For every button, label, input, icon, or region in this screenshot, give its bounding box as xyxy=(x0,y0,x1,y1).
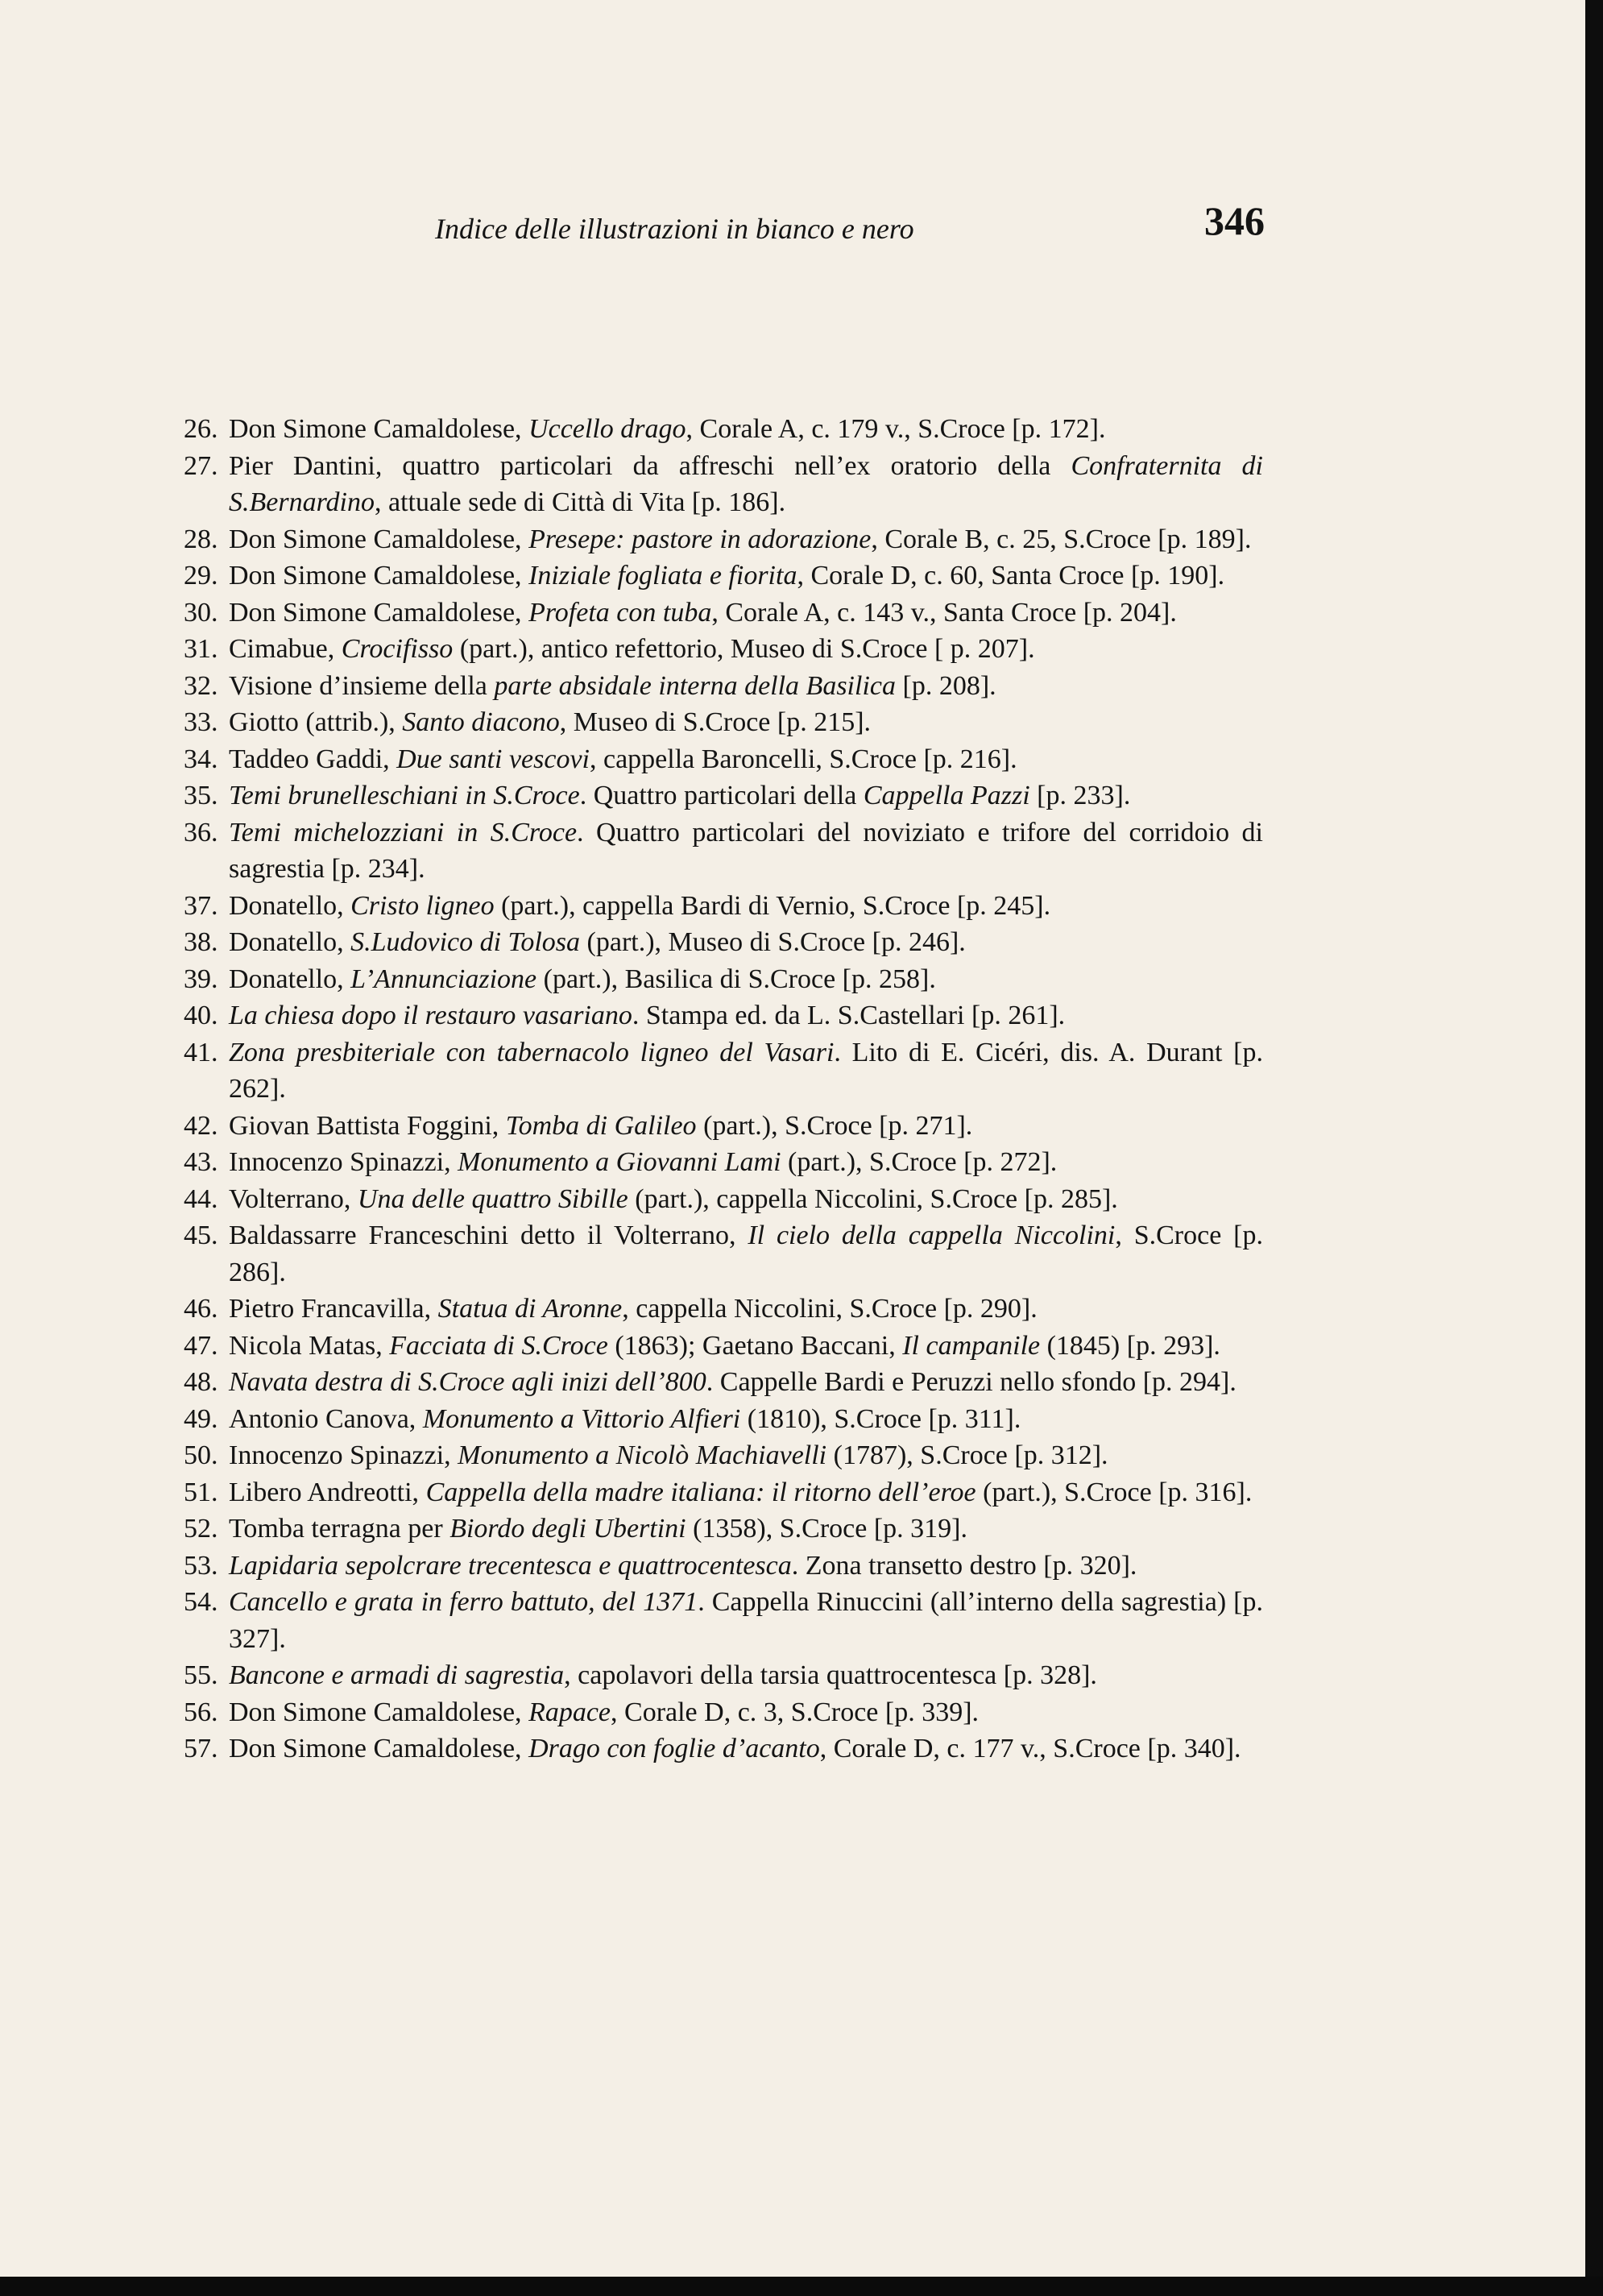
list-item-text xyxy=(229,1401,1263,1438)
list-item-number: 46. xyxy=(184,1294,218,1324)
list-item xyxy=(184,1437,1263,1474)
list-item xyxy=(184,1511,1263,1548)
italic-title-segment: Due santi vescovi xyxy=(396,744,590,774)
text-segment: . Stampa ed. da L. S.Castellari [p. 261]. xyxy=(632,1001,1066,1030)
list-item-text xyxy=(229,1034,1263,1108)
list-item-text xyxy=(229,595,1263,632)
italic-title-segment: Zona presbiteriale con tabernacolo ligneo del Vasari xyxy=(229,1037,835,1067)
list-item-number: 42. xyxy=(184,1110,218,1141)
text-segment: Giotto (attrib.), xyxy=(229,707,403,737)
text-segment: (part.), Basilica di S.Croce [p. 258]. xyxy=(536,964,936,994)
list-item xyxy=(184,631,1263,668)
list-item xyxy=(184,741,1263,778)
list-item-text xyxy=(229,1694,1263,1731)
text-segment: . Quattro particolari della xyxy=(579,781,864,810)
list-item-number: 36. xyxy=(184,817,218,848)
list-item xyxy=(184,1328,1263,1365)
list-item xyxy=(184,1144,1263,1181)
text-segment: Antonio Canova, xyxy=(229,1403,423,1434)
text-segment: Don Simone Camaldolese, xyxy=(229,561,529,591)
text-segment: (1358), S.Croce [p. 319]. xyxy=(686,1514,967,1544)
list-item-number: 29. xyxy=(184,561,218,591)
italic-title-segment: Monumento a Giovanni Lami xyxy=(458,1147,781,1177)
list-item-number: 52. xyxy=(184,1514,218,1544)
list-item-number: 57. xyxy=(184,1734,218,1763)
list-item xyxy=(184,595,1263,632)
list-item-text xyxy=(229,1511,1263,1548)
text-segment: , attuale sede di Città di Vita [p. 186]. xyxy=(375,487,786,517)
list-item-number: 55. xyxy=(184,1660,218,1690)
italic-title-segment: Tomba di Galileo xyxy=(505,1110,697,1141)
italic-title-segment: Santo diacono xyxy=(402,707,560,737)
list-item xyxy=(184,1548,1263,1585)
italic-title-segment: Facciata di S.Croce xyxy=(389,1330,608,1361)
list-item-text xyxy=(229,888,1263,925)
list-item xyxy=(184,1657,1263,1694)
list-item-text xyxy=(229,1657,1263,1694)
list-item-number: 37. xyxy=(184,890,218,921)
italic-title-segment: L’Annunciazione xyxy=(350,964,537,994)
list-item-text xyxy=(229,411,1263,448)
italic-title-segment: Statua di Aronne xyxy=(437,1294,623,1324)
list-item-text xyxy=(229,668,1263,705)
list-item-number: 33. xyxy=(184,707,218,737)
italic-title-segment: Confraternita di S.Bernardino xyxy=(229,450,1263,517)
list-item-number: 53. xyxy=(184,1550,218,1581)
list-item xyxy=(184,777,1263,814)
text-segment: [p. 233]. xyxy=(1029,781,1131,810)
list-item xyxy=(184,1474,1263,1511)
list-item xyxy=(184,1291,1263,1328)
list-item-text xyxy=(229,1328,1263,1365)
italic-title-segment: Crocifisso xyxy=(341,634,454,664)
list-item-text xyxy=(229,1364,1263,1401)
text-segment: Don Simone Camaldolese, xyxy=(229,1734,529,1763)
text-segment: (part.), cappella Niccolini, S.Croce [p. 285]. xyxy=(628,1183,1118,1214)
text-segment: (1810), S.Croce [p. 311]. xyxy=(740,1403,1021,1434)
italic-title-segment: Monumento a Nicolò Machiavelli xyxy=(458,1440,827,1470)
list-item-number: 28. xyxy=(184,524,218,554)
text-segment: Donatello, xyxy=(229,964,351,994)
list-item xyxy=(184,1401,1263,1438)
text-segment: (1863); Gaetano Baccani, xyxy=(607,1330,903,1361)
italic-title-segment: Monumento a Vittorio Alfieri xyxy=(422,1403,741,1434)
text-segment: , S.Croce [p. 286]. xyxy=(229,1221,1263,1287)
list-item-number: 54. xyxy=(184,1587,218,1617)
list-item-number: 51. xyxy=(184,1477,218,1507)
text-segment: Visione d’insieme della xyxy=(229,670,495,701)
list-item-text xyxy=(229,814,1263,888)
illustration-list xyxy=(184,411,1263,1768)
list-item-number: 39. xyxy=(184,964,218,994)
list-item-text xyxy=(229,704,1263,741)
text-segment: (1845) [p. 293]. xyxy=(1040,1330,1220,1361)
list-item xyxy=(184,668,1263,705)
italic-title-segment: Drago con foglie d’acanto xyxy=(528,1734,820,1763)
list-item-text xyxy=(229,448,1263,521)
list-item-text xyxy=(229,1217,1263,1291)
list-item-number: 49. xyxy=(184,1403,218,1434)
list-item-number: 47. xyxy=(184,1330,218,1361)
italic-title-segment: Cappella Pazzi xyxy=(863,781,1030,810)
italic-title-segment: Una delle quattro Sibille xyxy=(357,1183,628,1214)
list-item-number: 56. xyxy=(184,1697,218,1727)
list-item xyxy=(184,704,1263,741)
text-segment: (part.), Museo di S.Croce [p. 246]. xyxy=(580,927,966,957)
text-segment: . Zona transetto destro [p. 320]. xyxy=(791,1550,1137,1581)
italic-title-segment: Temi michelozziani in S.Croce xyxy=(229,817,578,848)
list-item xyxy=(184,997,1263,1034)
text-segment: Donatello, xyxy=(229,890,351,921)
text-segment: . Quattro particolari del noviziato e trifore del corridoio di sagrestia [p. 234]. xyxy=(229,817,1264,884)
list-item-text xyxy=(229,1291,1263,1328)
text-segment: , cappella Niccolini, S.Croce [p. 290]. xyxy=(622,1294,1038,1324)
text-segment: Don Simone Camaldolese, xyxy=(229,597,529,628)
list-item-text xyxy=(229,1181,1263,1218)
list-item-text xyxy=(229,961,1263,998)
text-segment: . Cappelle Bardi e Peruzzi nello sfondo [p. 294]. xyxy=(706,1367,1236,1397)
text-segment: (1787), S.Croce [p. 312]. xyxy=(826,1440,1108,1470)
page-header xyxy=(435,197,1265,254)
list-item-number: 40. xyxy=(184,1001,218,1030)
list-item-text xyxy=(229,997,1263,1034)
list-item-text xyxy=(229,924,1263,961)
text-segment: , Corale A, c. 179 v., S.Croce [p. 172]. xyxy=(686,414,1106,444)
list-item-number: 26. xyxy=(184,414,218,444)
list-item xyxy=(184,1364,1263,1401)
list-item-number: 50. xyxy=(184,1440,218,1470)
list-item-text xyxy=(229,777,1263,814)
italic-title-segment: Cappella della madre italiana: il ritorno dell’eroe xyxy=(425,1477,976,1507)
list-item-number: 45. xyxy=(184,1221,218,1250)
text-segment: Nicola Matas, xyxy=(229,1330,390,1361)
list-item-text xyxy=(229,741,1263,778)
text-segment: Don Simone Camaldolese, xyxy=(229,524,529,554)
page-number: 346 xyxy=(1204,198,1265,243)
italic-title-segment: Rapace xyxy=(528,1697,611,1727)
italic-title-segment: Temi brunelleschiani in S.Croce xyxy=(229,781,580,810)
italic-title-segment: Profeta con tuba xyxy=(528,597,712,628)
text-segment: Giovan Battista Foggini, xyxy=(229,1110,506,1141)
text-segment: Don Simone Camaldolese, xyxy=(229,414,529,444)
list-item-number: 30. xyxy=(184,597,218,628)
scan-edge-bottom xyxy=(0,2277,1603,2296)
text-segment: , Corale D, c. 60, Santa Croce [p. 190]. xyxy=(797,561,1225,591)
italic-title-segment: Cristo ligneo xyxy=(350,890,495,921)
list-item-text xyxy=(229,1144,1263,1181)
list-item-text xyxy=(229,521,1263,558)
italic-title-segment: Biordo degli Ubertini xyxy=(449,1514,686,1544)
list-item xyxy=(184,411,1263,448)
text-segment: Don Simone Camaldolese, xyxy=(229,1697,529,1727)
text-segment: Taddeo Gaddi, xyxy=(229,744,397,774)
list-item-text xyxy=(229,631,1263,668)
list-item xyxy=(184,1217,1263,1291)
italic-title-segment: Il campanile xyxy=(902,1330,1041,1361)
list-item-number: 31. xyxy=(184,634,218,664)
list-item-number: 27. xyxy=(184,450,218,481)
text-segment: Innocenzo Spinazzi, xyxy=(229,1147,458,1177)
text-segment: [p. 208]. xyxy=(896,670,996,701)
list-item xyxy=(184,557,1263,595)
text-segment: , Corale D, c. 177 v., S.Croce [p. 340]. xyxy=(819,1734,1241,1763)
text-segment: . Lito di E. Cicéri, dis. A. Durant [p. 262]. xyxy=(229,1037,1264,1104)
text-segment: Innocenzo Spinazzi, xyxy=(229,1440,458,1470)
list-item xyxy=(184,1034,1263,1108)
list-item-number: 44. xyxy=(184,1183,218,1214)
list-item xyxy=(184,1584,1263,1657)
list-item-number: 48. xyxy=(184,1367,218,1397)
list-item-text xyxy=(229,1730,1263,1768)
list-item xyxy=(184,1730,1263,1768)
italic-title-segment: Presepe: pastore in adorazione xyxy=(528,524,872,554)
text-segment: (part.), S.Croce [p. 272]. xyxy=(781,1147,1058,1177)
list-item-number: 41. xyxy=(184,1037,218,1067)
text-segment: Volterrano, xyxy=(229,1183,358,1214)
italic-title-segment: Navata destra di S.Croce agli inizi dell’800 xyxy=(229,1367,706,1397)
list-item-text xyxy=(229,1108,1263,1145)
text-segment: Pietro Francavilla, xyxy=(229,1294,438,1324)
text-segment: (part.), cappella Bardi di Vernio, S.Croce [p. 245]. xyxy=(494,890,1051,921)
list-item-text xyxy=(229,1584,1263,1657)
text-segment: . Cappella Rinuccini (all’interno della sagrestia) [p. 327]. xyxy=(229,1587,1263,1654)
list-item xyxy=(184,448,1263,521)
list-item xyxy=(184,521,1263,558)
running-title: Indice delle illustrazioni in bianco e nero xyxy=(435,213,914,245)
list-item xyxy=(184,1181,1263,1218)
text-segment: Baldassarre Franceschini detto il Volterrano, xyxy=(229,1221,748,1250)
text-segment: Cimabue, xyxy=(229,634,342,664)
list-item xyxy=(184,1108,1263,1145)
scan-edge-right xyxy=(1585,0,1603,2296)
list-item xyxy=(184,888,1263,925)
text-segment: (part.), antico refettorio, Museo di S.Croce [ p. 207]. xyxy=(453,634,1035,664)
list-item xyxy=(184,961,1263,998)
text-segment: , Corale A, c. 143 v., Santa Croce [p. 204]. xyxy=(711,597,1177,628)
list-item-number: 32. xyxy=(184,670,218,701)
text-segment: Donatello, xyxy=(229,927,351,957)
list-item xyxy=(184,924,1263,961)
list-item xyxy=(184,814,1263,888)
text-segment: Pier Dantini, quattro particolari da affreschi nell’ex oratorio della xyxy=(229,450,1071,481)
text-segment: Tomba terragna per xyxy=(229,1514,450,1544)
text-segment: , Corale D, c. 3, S.Croce [p. 339]. xyxy=(611,1697,980,1727)
list-item xyxy=(184,1694,1263,1731)
list-item-text xyxy=(229,1474,1263,1511)
text-segment: (part.), S.Croce [p. 316]. xyxy=(975,1477,1253,1507)
text-segment: , capolavori della tarsia quattrocentesca [p. 328]. xyxy=(564,1660,1097,1690)
text-segment: Libero Andreotti, xyxy=(229,1477,426,1507)
italic-title-segment: Cancello e grata in ferro battuto, del 1371 xyxy=(229,1587,698,1617)
text-segment: , cappella Baroncelli, S.Croce [p. 216]. xyxy=(589,744,1017,774)
list-item-text xyxy=(229,1437,1263,1474)
text-segment: , Museo di S.Croce [p. 215]. xyxy=(559,707,872,737)
list-item-number: 43. xyxy=(184,1147,218,1177)
italic-title-segment: Il cielo della cappella Niccolini xyxy=(748,1221,1116,1250)
text-segment: (part.), S.Croce [p. 271]. xyxy=(696,1110,973,1141)
italic-title-segment: S.Ludovico di Tolosa xyxy=(350,927,581,957)
list-item-number: 35. xyxy=(184,781,218,810)
text-segment: , Corale B, c. 25, S.Croce [p. 189]. xyxy=(871,524,1252,554)
italic-title-segment: Lapidaria sepolcrare trecentesca e quattrocentesca xyxy=(229,1550,792,1581)
list-item-number: 34. xyxy=(184,744,218,774)
italic-title-segment: Bancone e armadi di sagrestia xyxy=(229,1660,565,1690)
list-item-number: 38. xyxy=(184,927,218,957)
list-item-text xyxy=(229,1548,1263,1585)
italic-title-segment: Iniziale fogliata e fiorita xyxy=(528,561,797,591)
italic-title-segment: parte absidale interna della Basilica xyxy=(494,670,896,701)
list-item-text xyxy=(229,557,1263,595)
italic-title-segment: Uccello drago xyxy=(528,414,686,444)
italic-title-segment: La chiesa dopo il restauro vasariano xyxy=(229,1001,632,1030)
